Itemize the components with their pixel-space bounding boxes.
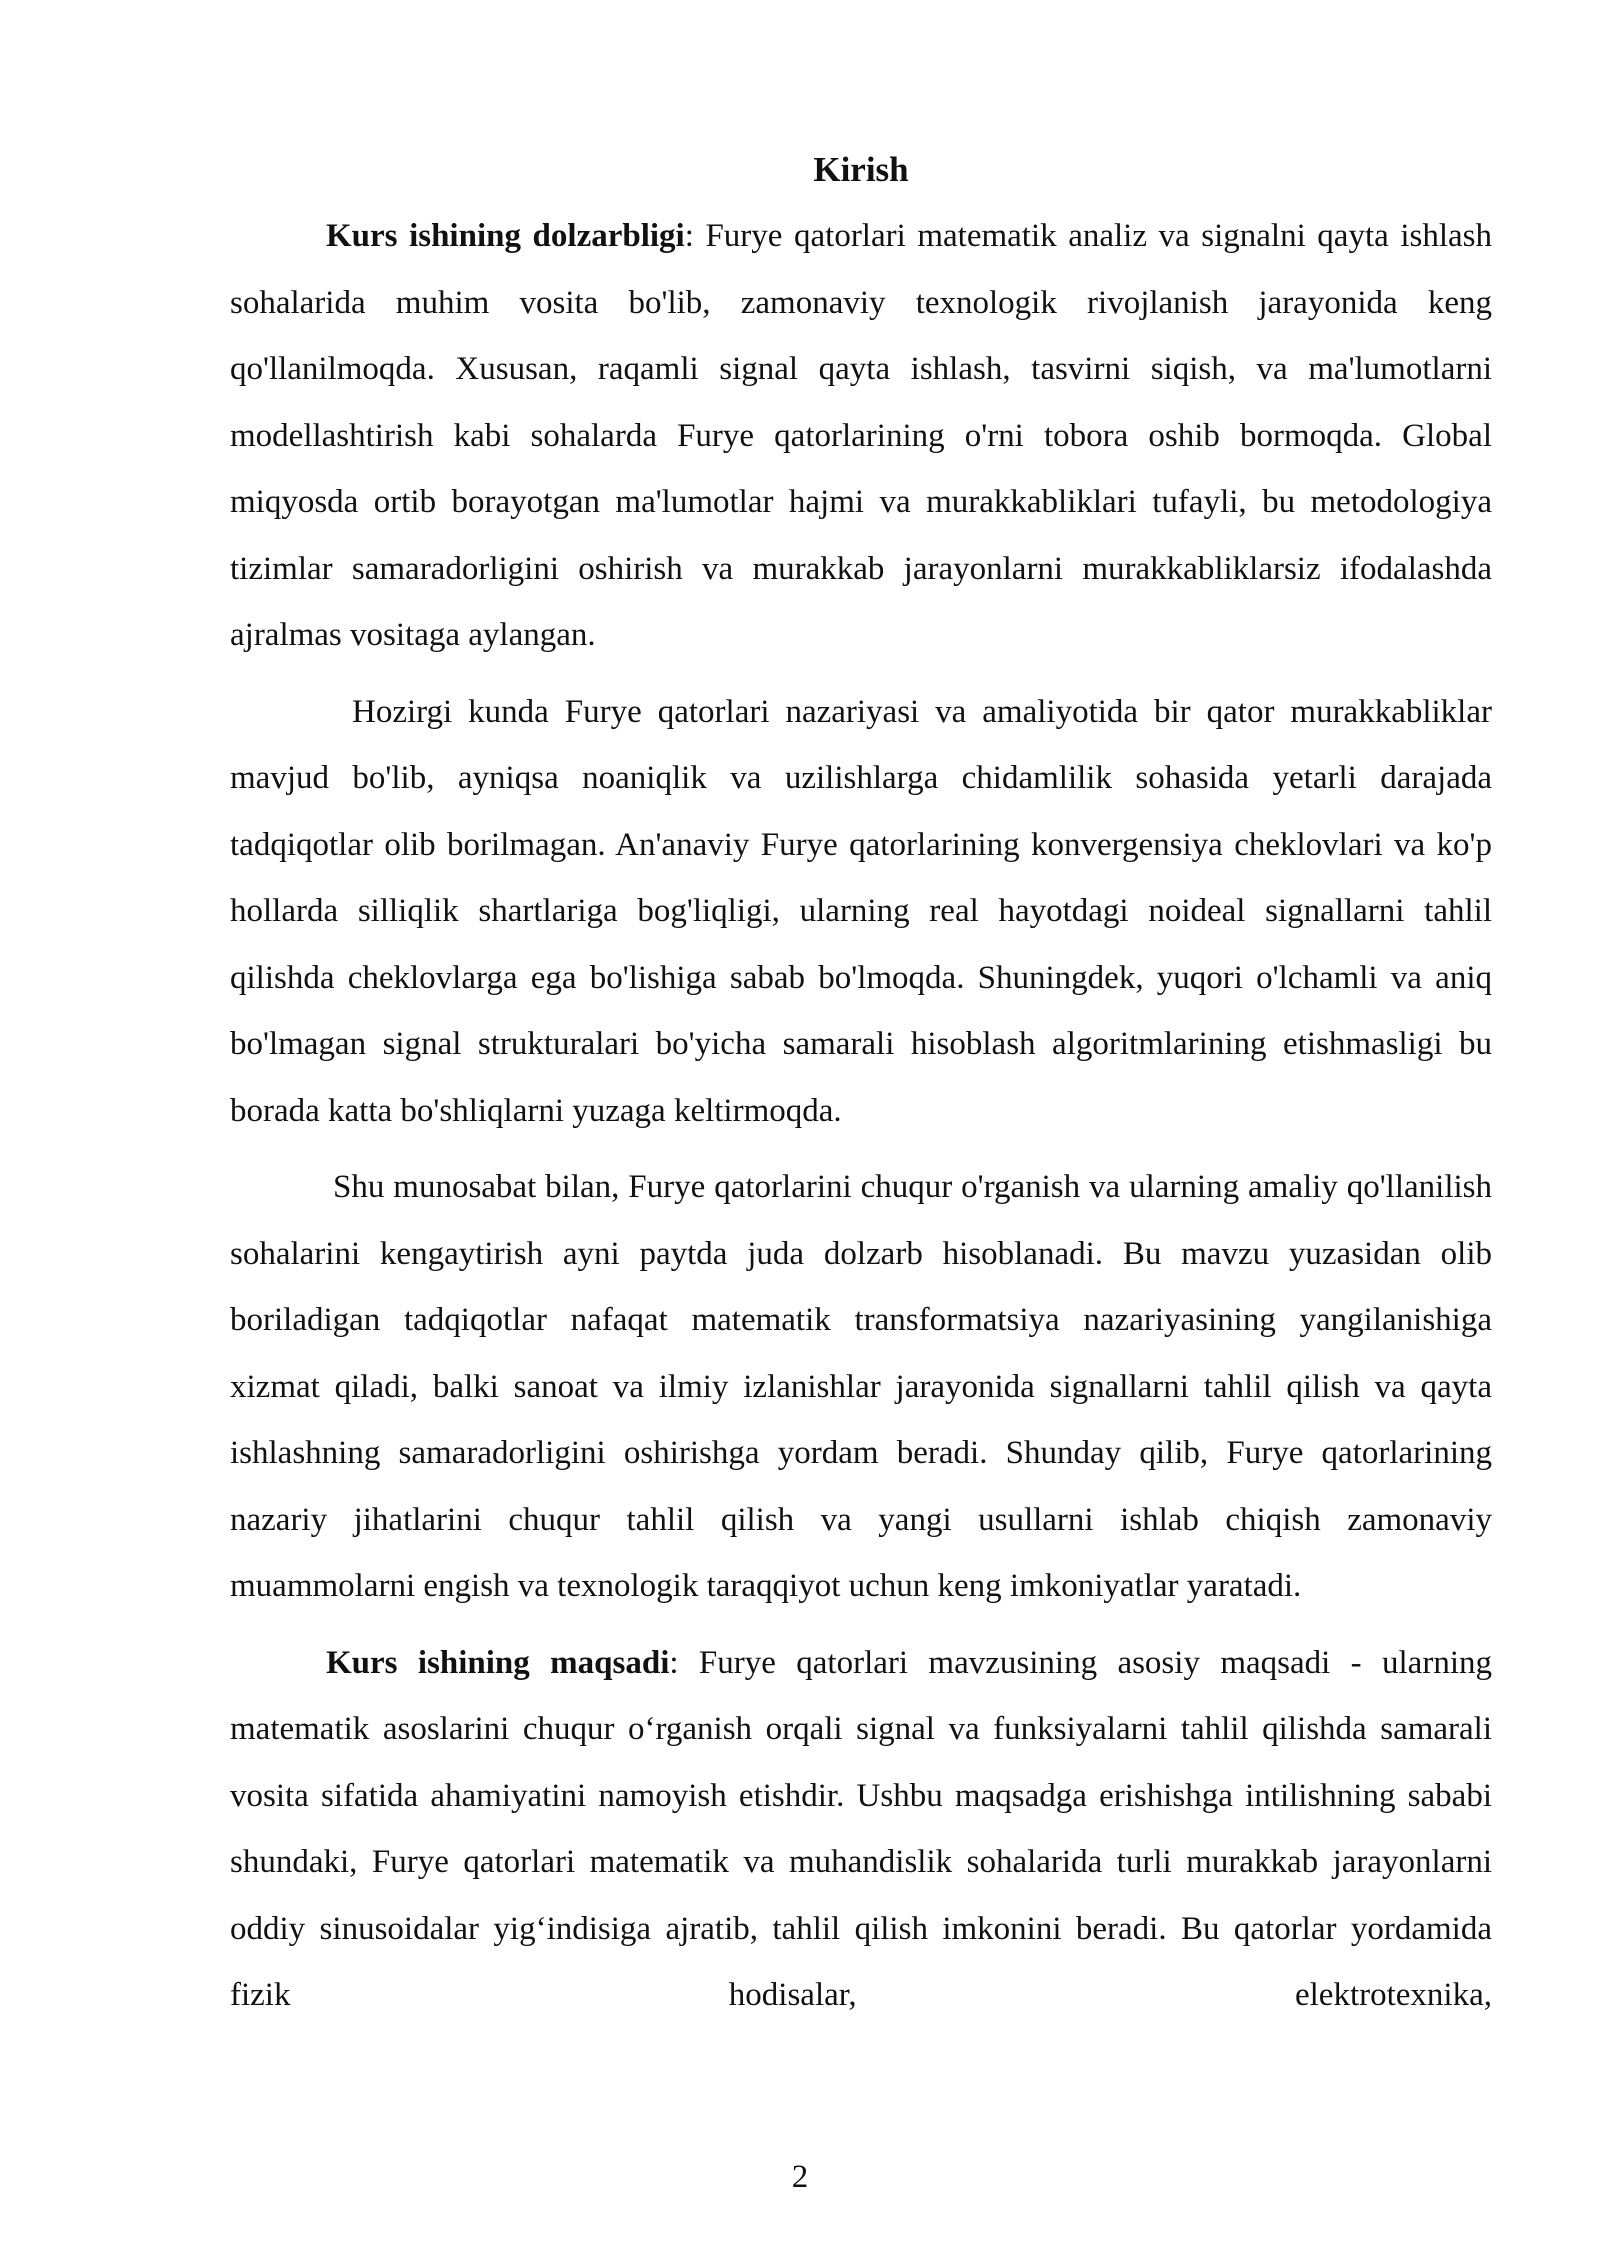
paragraph-lead: Kurs ishining dolzarbligi [326, 218, 685, 254]
paragraph-relevance [230, 203, 1492, 669]
page-content [230, 137, 1492, 2039]
paragraph-text: Furye qatorlari mavzusining asosiy maqsadi - ularning matematik asoslarini chuqur o‘rganish orqali signal va funksiyalarni tahlil qilishda samarali vosita sifatida ahamiyatini namoyish etishdir. Ushbu maqsadga erishishga intilishning sababi shundaki, Furye qatorlari matematik va muhandislik sohalarida turli murakkab jarayonlarni oddiy sinusoidalar yig‘indisiga ajratib, tahlil qilish imkonini beradi. Bu qatorlar yordamida fizik hodisalar, elektrotexnika, [230, 1644, 1492, 2013]
page-number: 2 [791, 2159, 809, 2195]
paragraph-importance [230, 1154, 1492, 1620]
paragraph-text: Furye qatorlari matematik analiz va signalni qayta ishlash sohalarida muhim vosita bo'lib, zamonaviy texnologik rivojlanish jarayonida keng qo'llanilmoqda. Xususan, raqamli signal qayta ishlash, tasvirni siqish, va ma'lumotlarni modellashtirish kabi sohalarda Furye qatorlarining o'rni tobora oshib bormoqda. Global miqyosda ortib borayotgan ma'lumotlar hajmi va murakkabliklari tufayli, bu metodologiya tizimlar samaradorligini oshirish va murakkab jarayonlarni murakkabliklarsiz ifodalashda ajralmas vositaga aylangan. [230, 218, 1492, 653]
paragraph-text: Hozirgi kunda Furye qatorlari nazariyasi va amaliyotida bir qator murakkabliklar mavjud bo'lib, ayniqsa noaniqlik va uzilishlarga chidamlilik sohasida yetarli darajada tadqiqotlar olib borilmagan. An'anaviy Furye qatorlarining konvergensiya cheklovlari va ko'p hollarda silliqlik shartlariga bog'liqligi, ularning real hayotdagi noideal signallarni tahlil qilishda cheklovlarga ega bo'lishiga sabab bo'lmoqda. Shuningdek, yuqori o'lchamli va aniq bo'lmagan signal strukturalari bo'yicha samarali hisoblash algoritmlarining etishmasligi bu borada katta bo'shliqlarni yuzaga keltirmoqda. [230, 693, 1492, 1129]
paragraph-current-state [230, 679, 1492, 1145]
paragraph-lead-colon: : [669, 1644, 679, 1681]
paragraph-lead-colon: : [684, 218, 694, 254]
section-heading: Kirish [813, 150, 909, 189]
paragraph-lead: Kurs ishining maqsadi [326, 1644, 670, 1681]
paragraph-goal [230, 1630, 1492, 2029]
paragraph-text: Shu munosabat bilan, Furye qatorlarini chuqur o'rganish va ularning amaliy qo'llanilish sohalarini kengaytirish ayni paytda juda dolzarb hisoblanadi. Bu mavzu yuzasidan olib boriladigan tadqiqotlar nafaqat matematik transformatsiya nazariyasining yangilanishiga xizmat qiladi, balki sanoat va ilmiy izlanishlar jarayonida signallarni tahlil qilish va qayta ishlashning samaradorligini oshirishga yordam beradi. Shunday qilib, Furye qatorlarining nazariy jihatlarini chuqur tahlil qilish va yangi usullarni ishlab chiqish zamonaviy muammolarni engish va texnologik taraqqiyot uchun keng imkoniyatlar yaratadi. [230, 1169, 1492, 1604]
